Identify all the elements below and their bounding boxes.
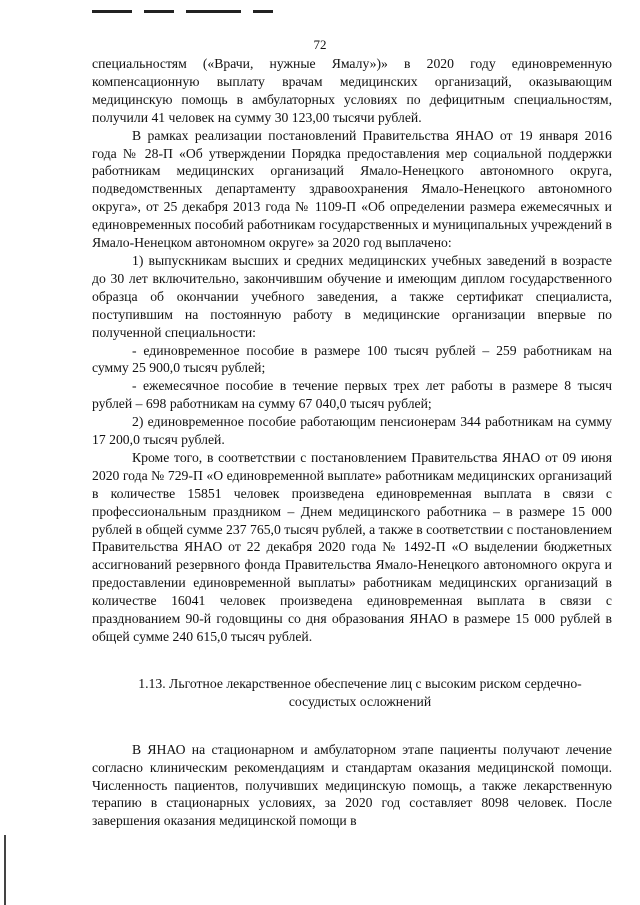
scan-edge-marks: [92, 0, 285, 4]
page-number: 72: [313, 37, 327, 52]
paragraph: 1) выпускникам высших и средних медицинских учебных заведений в возрасте до 30 лет включительно, закончившим обучение и имеющим диплом государственного образца об окончании учебного заведения, а также сертификат специалиста, поступившим на постоянную работу в медицинские организации впервые по полученной специальности:: [92, 252, 612, 340]
scan-binding-mark: [4, 835, 6, 905]
body-text-top: [92, 55, 612, 646]
paragraph: 2) единовременное пособие работающим пенсионерам 344 работникам на сумму 17 200,0 тысяч рублей.: [92, 414, 612, 448]
paragraph: Кроме того, в соответствии с постановлением Правительства ЯНАО от 09 июня 2020 года № 729-П «О единовременной выплате» работникам медицинских организаций в количестве 15851 человек произведена единовременная выплата в связи с профессиональным праздником – Днем медицинского работника – в размере 15 000 рублей в общей сумме 237 765,0 тысяч рублей, а также в соответствии с постановлением Правительства ЯНАО от 22 декабря 2020 года № 1492-П «О выделении бюджетных ассигнований резервного фонда Правительства Ямало-Ненецкого автономного округа и предоставлении единовременной выплаты» работникам медицинских организаций в количестве 16041 человек произведена единовременная выплата в связи с празднованием 90-й годовщины со дня образования ЯНАО в размере 15 000 рублей в общей сумме 240 615,0 тысяч рублей.: [92, 449, 612, 644]
paragraph: - единовременное пособие в размере 100 тысяч рублей – 259 работникам на сумму 25 900,0 тысяч рублей;: [92, 342, 612, 376]
paragraph: специальностям («Врачи, нужные Ямалу»)» в 2020 году единовременную компенсационную выплату врачам медицинских организаций, оказывающим медицинскую помощь в амбулаторных условиях по дефицитным специальностям, получили 41 человек на сумму 30 123,00 тысячи рублей.: [92, 56, 612, 125]
paragraph: В рамках реализации постановлений Правительства ЯНАО от 19 января 2016 года № 28-П «Об утверждении Порядка предоставления мер социальной поддержки работникам медицинских организаций Ямало-Ненецкого автономного округа, подведомственных департаменту здравоохранения Ямало-Ненецкого автономного округа», от 25 декабря 2013 года № 1109-П «Об определении размера ежемесячных и единовременных пособий работникам государственных и муниципальных учреждений в Ямало-Ненецком автономном округе» за 2020 год выплачено:: [92, 127, 612, 251]
section-heading-line-2: сосудистых осложнений: [288, 693, 432, 709]
paragraph: В ЯНАО на стационарном и амбулаторном этапе пациенты получают лечение согласно клиническим рекомендациям и стандартам оказания медицинской помощи. Численность пациентов, получивших медицинскую помощь, а также лекарственную терапию в стационарных условиях, за 2020 год составляет 8098 человек. После завершения оказания медицинской помощи в: [92, 741, 612, 829]
page-body: [92, 55, 612, 830]
section-heading-line-1: 1.13. Льготное лекарственное обеспечение лиц с высоким риском сердечно-: [138, 675, 582, 691]
paragraph: - ежемесячное пособие в течение первых трех лет работы в размере 8 тысяч рублей – 698 работникам на сумму 67 040,0 тысяч рублей;: [92, 378, 612, 412]
section-heading: [92, 675, 612, 711]
body-text-bottom: [92, 741, 612, 831]
